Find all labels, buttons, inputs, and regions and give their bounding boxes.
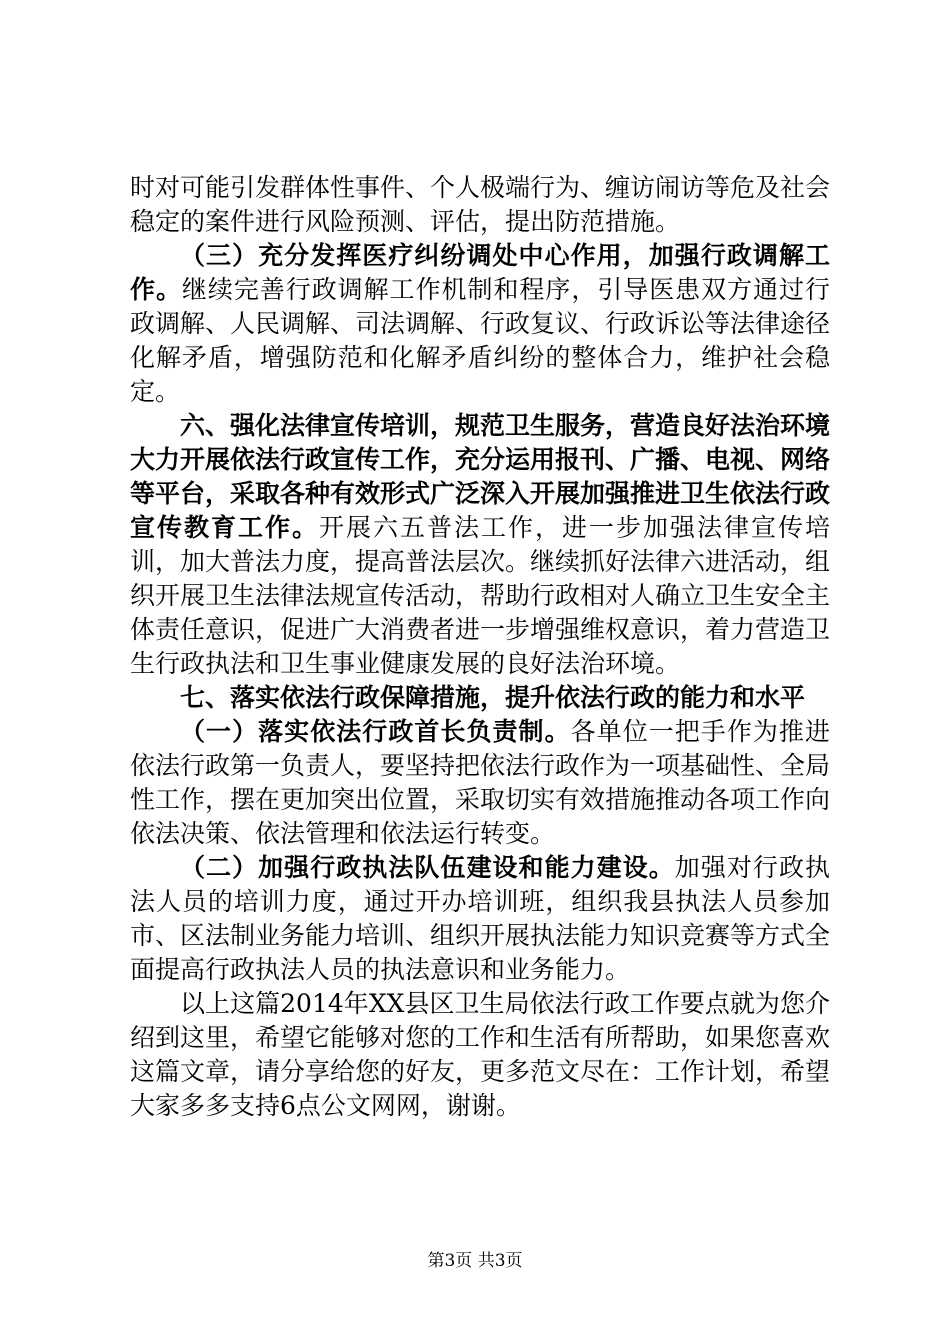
paragraph-4 [130, 681, 830, 715]
paragraph-5-text: 各单位一把手作为推进依法行政第一负责人，要坚持把依法行政作为一项基础性、全局性工作，摆在更加突出位置，采取切实有效措施推动各项工作向依法决策、依法管理和依法运行转变。 [130, 717, 831, 848]
paragraph-7-text: 以上这篇2014年XX县区卫生局依法行政工作要点就为您介绍到这里，希望它能够对您的工作和生活有所帮助，如果您喜欢这篇文章，请分享给您的好友，更多范文尽在：工作计划，希望大家多多支持6点公文网网，谢谢。 [130, 989, 831, 1120]
paragraph-7 [130, 987, 830, 1123]
paragraph-6-heading: （二）加强行政执法队伍建设和能力建设。 [180, 853, 675, 882]
paragraph-5-heading: （一）落实依法行政首长负责制。 [180, 717, 571, 746]
paragraph-2 [130, 239, 830, 409]
paragraph-1-text: 时对可能引发群体性事件、个人极端行为、缠访闹访等危及社会稳定的案件进行风险预测、评估，提出防范措施。 [130, 173, 831, 236]
paragraph-3-text: 开展六五普法工作，进一步加强法律宣传培训，加大普法力度，提高普法层次。继续抓好法律六进活动，组织开展卫生法律法规宣传活动，帮助行政相对人确立卫生安全主体责任意识，促进广大消费者进一步增强维权意识，着力营造卫生行政执法和卫生事业健康发展的良好法治环境。 [130, 513, 831, 678]
paragraph-2-text: 继续完善行政调解工作机制和程序，引导医患双方通过行政调解、人民调解、司法调解、行政复议、行政诉讼等法律途径化解矛盾，增强防范和化解矛盾纠纷的整体合力，维护社会稳定。 [130, 275, 831, 406]
paragraph-3-heading: 六、强化法律宣传培训，规范卫生服务，营造良好法治环境大力开展依法行政宣传工作，充分运用报刊、广播、电视、网络等平台，采取各种有效形式广泛深入开展加强推进卫生依法行政宣传教育工作。 [130, 411, 831, 542]
paragraph-4-heading: 七、落实依法行政保障措施，提升依法行政的能力和水平 [180, 683, 806, 712]
paragraph-3 [130, 409, 830, 681]
paragraph-6 [130, 851, 830, 987]
paragraph-5 [130, 715, 830, 851]
page-number-footer: 第3页 共3页 [427, 1251, 523, 1271]
document-body [130, 171, 830, 1123]
paragraph-6-text: 加强对行政执法人员的培训力度，通过开办培训班，组织我县执法人员参加市、区法制业务能力培训、组织开展执法能力知识竞赛等方式全面提高行政执法人员的执法意识和业务能力。 [130, 853, 831, 984]
paragraph-1 [130, 171, 830, 239]
paragraph-2-heading: （三）充分发挥医疗纠纷调处中心作用，加强行政调解工作。 [130, 241, 830, 304]
